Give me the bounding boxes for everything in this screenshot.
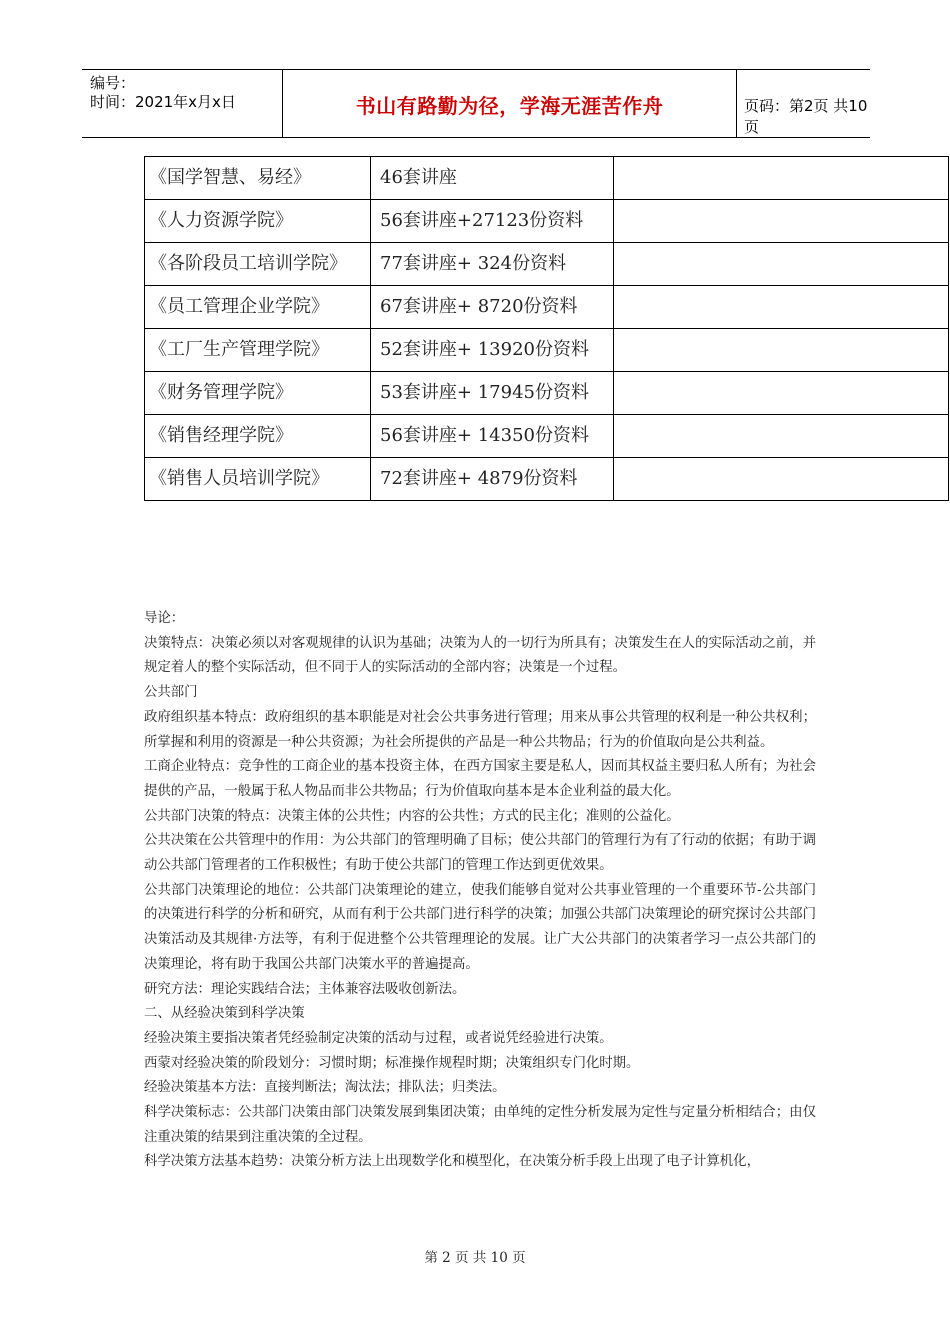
table-cell-content: 67套讲座+ 8720份资料 [371,286,614,329]
document-time-label: 时间：2021年x月x日 [90,93,236,111]
header-page-cell [736,70,870,137]
table-cell-content: 53套讲座+ 17945份资料 [371,372,614,415]
body-paragraph: 政府组织基本特点：政府组织的基本职能是对社会公共事务进行管理；用来从事公共管理的权利是一种公共权利；所掌握和利用的资源是一种公共资源；为社会所提供的产品是一种公共物品；行为的价值取向是公共利益。 [144,709,816,750]
header-meta [82,70,282,137]
table-cell-name: 《人力资源学院》 [145,200,371,243]
table-cell-content: 72套讲座+ 4879份资料 [371,458,614,501]
body-paragraph: 经验决策主要指决策者凭经验制定决策的活动与过程，或者说凭经验进行决策。 [144,1030,613,1046]
header-page-info: 页码：第2页 共10页 [744,97,868,136]
table-cell-name: 《各阶段员工培训学院》 [145,243,371,286]
table-cell-name: 《销售经理学院》 [145,415,371,458]
table-cell-name: 《财务管理学院》 [145,372,371,415]
table-cell-content: 77套讲座+ 324份资料 [371,243,614,286]
table-cell-note [614,458,949,501]
table-cell-note [614,329,949,372]
table-cell-name: 《工厂生产管理学院》 [145,329,371,372]
course-table [144,156,949,501]
table-cell-content: 56套讲座+27123份资料 [371,200,614,243]
body-paragraph: 公共部门决策理论的地位：公共部门决策理论的建立，使我们能够自觉对公共事业管理的一个重要环节-公共部门的决策进行科学的分析和研究，从而有利于公共部门进行科学的决策；加强公共部门决策理论的研究探讨公共部门决策活动及其规律·方法等，有利于促进整个公共管理理论的发展。让广大公共部门的决策者学习一点公共部门的决策理论，将有助于我国公共部门决策水平的普遍提高。 [144,882,816,972]
body-paragraph: 工商企业特点：竞争性的工商企业的基本投资主体，在西方国家主要是私人，因而其权益主要归私人所有；为社会提供的产品，一般属于私人物品而非公共物品；行为价值取向基本是本企业利益的最大化。 [144,759,816,799]
table-row [145,415,949,458]
table-cell-note [614,157,949,200]
table-cell-note [614,243,949,286]
body-paragraph: 科学决策标志：公共部门决策由部门决策发展到集团决策；由单纯的定性分析发展为定性与定量分析相结合；由仅注重决策的结果到注重决策的全过程。 [144,1105,816,1145]
body-paragraph: 研究方法：理论实践结合法；主体兼容法吸收创新法。 [144,981,466,997]
table-row [145,200,949,243]
page-footer: 第 2 页 共 10 页 [424,1250,526,1266]
table-cell-name: 《员工管理企业学院》 [145,286,371,329]
header-motto-cell [282,70,737,137]
body-paragraph: 公共部门 [144,685,198,701]
table-cell-note [614,372,949,415]
body-paragraph: 公共决策在公共管理中的作用：为公共部门的管理明确了目标；使公共部门的管理行为有了行动的依据；有助于调动公共部门管理者的工作积极性；有助于使公共部门的管理工作达到更优效果。 [144,833,816,874]
body-paragraph: 公共部门决策的特点：决策主体的公共性；内容的公共性；方式的民主化；准则的公益化。 [144,808,680,824]
table-row [145,157,949,200]
body-paragraph: 决策特点：决策必须以对客观规律的认识为基础；决策为人的一切行为所具有；决策发生在人的实际活动之前，并规定着人的整个实际活动，但不同于人的实际活动的全部内容；决策是一个过程。 [144,635,816,676]
body-paragraph: 导论： [144,611,185,626]
body-paragraph: 科学决策方法基本趋势：决策分析方法上出现数学化和模型化，在决策分析手段上出现了电子计算机化， [144,1154,760,1170]
table-cell-content: 52套讲座+ 13920份资料 [371,329,614,372]
table-cell-note [614,200,949,243]
document-number-label: 编号： [90,74,136,92]
body-paragraph: 经验决策基本方法：直接判断法；淘汰法；排队法；归类法。 [144,1080,506,1096]
table-cell-note [614,415,949,458]
body-paragraph: 西蒙对经验决策的阶段划分：习惯时期；标准操作规程时期；决策组织专门化时期。 [144,1055,640,1071]
table-cell-name: 《国学智慧、易经》 [145,157,371,200]
header-motto: 书山有路勤为径，学海无涯苦作舟 [355,94,664,118]
table-cell-note [614,286,949,329]
body-paragraph: 二、从经验决策到科学决策 [144,1006,305,1022]
table-row [145,329,949,372]
table-row [145,243,949,286]
document-body [144,607,816,1175]
table-cell-content: 46套讲座 [371,157,614,200]
table-row [145,458,949,501]
table-row [145,372,949,415]
table-row [145,286,949,329]
table-cell-content: 56套讲座+ 14350份资料 [371,415,614,458]
table-cell-name: 《销售人员培训学院》 [145,458,371,501]
page-header [82,69,870,138]
